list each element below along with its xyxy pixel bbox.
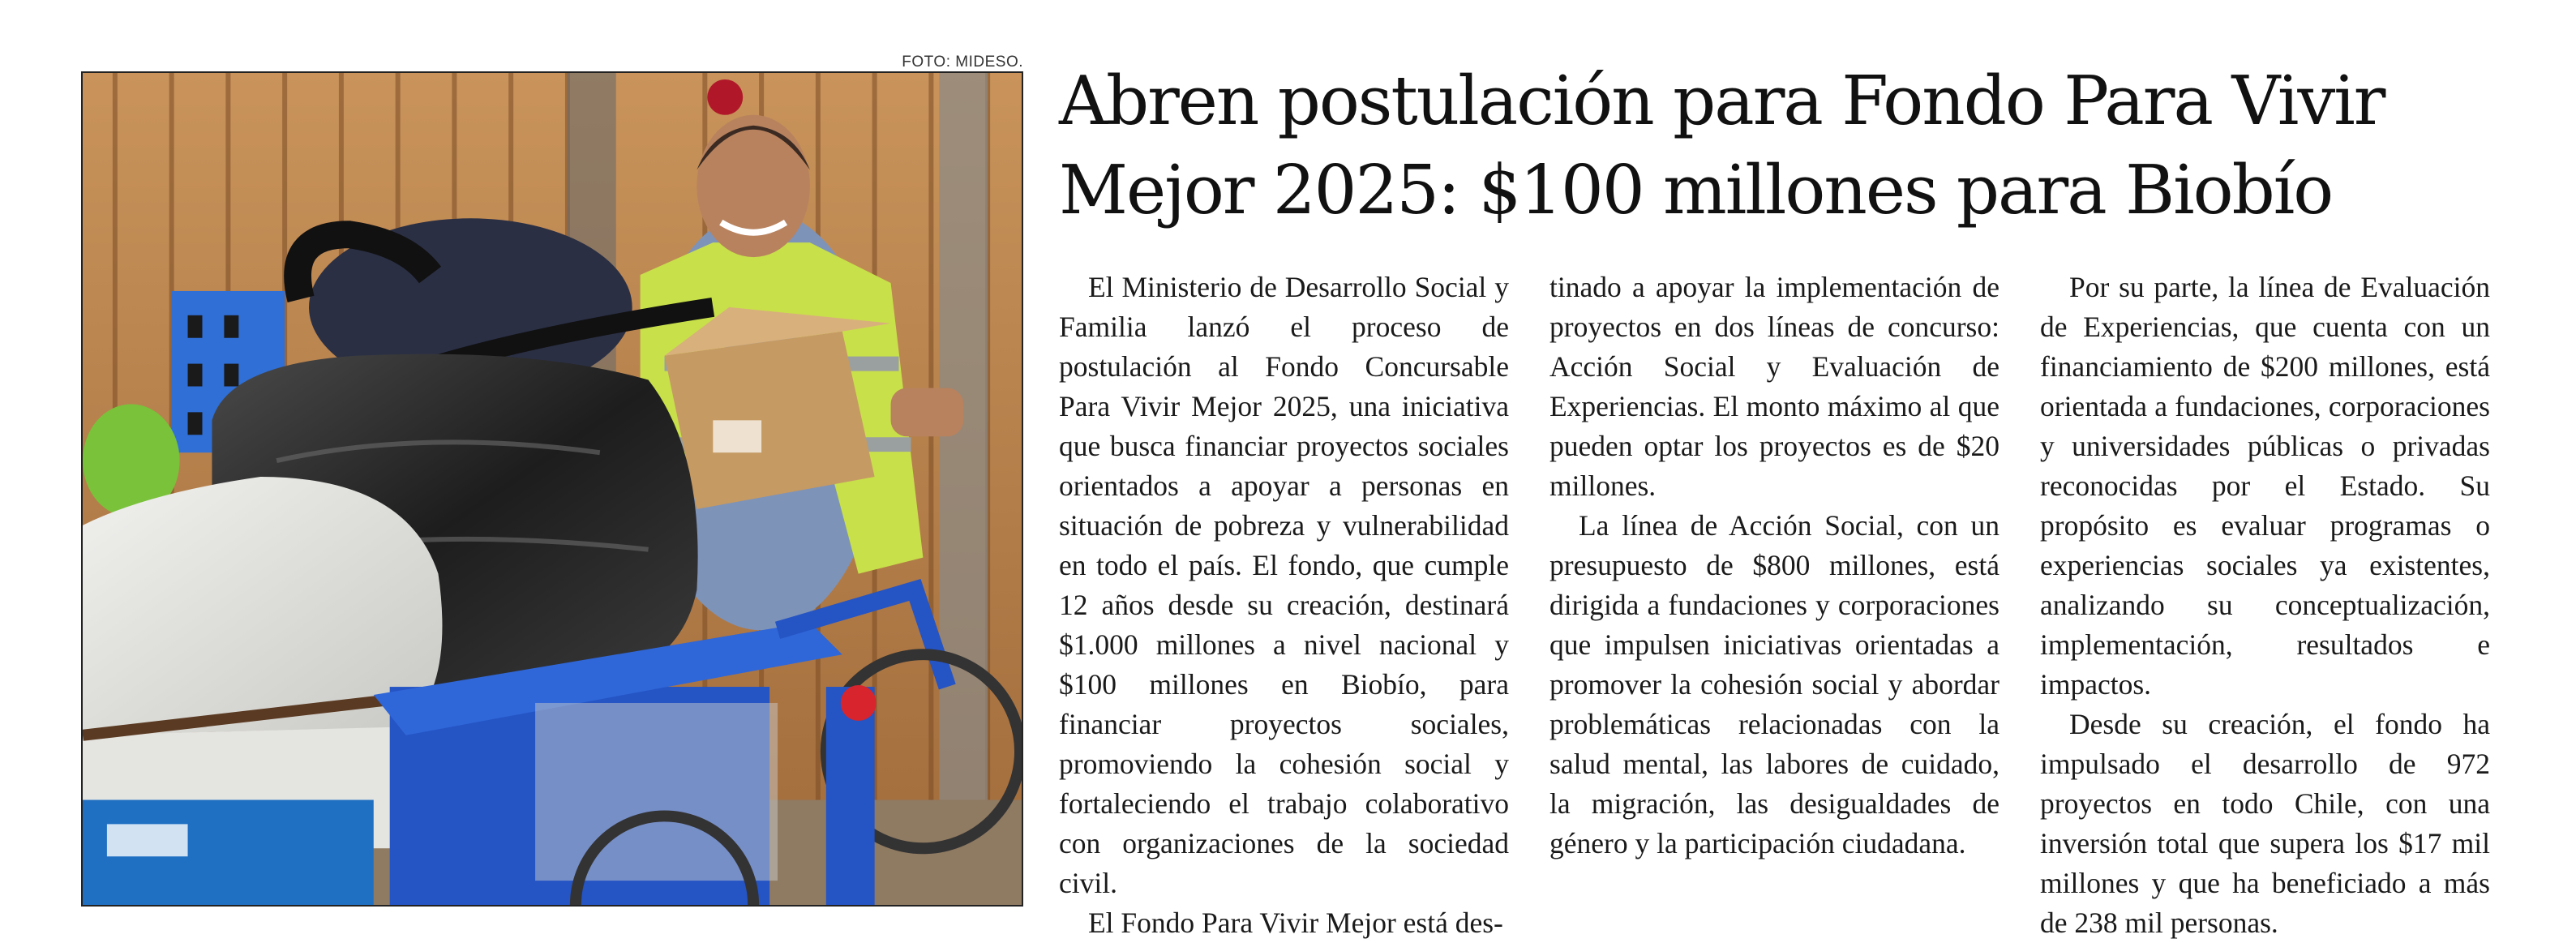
article-body [1059, 268, 2490, 939]
article-headline: Abren postulación para Fondo Para Vivir Mejor 2025: $100 millones para Biobío [1059, 62, 2385, 229]
article-paragraph: El Ministerio de Desarrollo Social y Familia lanzó el proceso de postulación al Fondo Concursable Para Vivir Mejor 2025, una iniciativa que busca financiar proyectos sociales orientados a apoyar a personas en situación de pobreza y vulnerabilidad en todo el país. El fondo, que cumple 12 años desde su creación, destinará $1.000 millones a nivel nacional y $100 millones en Biobío, para financiar proyectos sociales, promoviendo la cohesión social y fortaleciendo el trabajo colaborativo con organizaciones de la sociedad civil. [1059, 271, 1509, 899]
article-column-3 [2040, 268, 2490, 939]
article-paragraph: Por su parte, la línea de Evaluación de Experiencias, que cuenta con un financiamiento de $200 millones, está orientada a fundaciones, corporaciones y universidades públicas o privadas reconocidas por el Estado. Su propósito es evaluar programas o experiencias sociales ya existentes, analizando su conceptualización, implementación, resultados e impactos. [2040, 271, 2490, 701]
article-paragraph: La línea de Acción Social, con un presupuesto de $800 millones, está dirigida a fundaciones y corporaciones que impulsen iniciativas orientadas a promover la cohesión social y abordar problemáticas relacionadas con la salud mental, las labores de cuidado, la migración, las desigualdades de género y la participación ciudadana. [1549, 509, 2000, 859]
article-photo [81, 71, 1023, 907]
article-column-1 [1059, 268, 1509, 939]
article-paragraph: Desde su creación, el fondo ha impulsado el desarrollo de 972 proyectos en todo Chile, con una inversión total que supera los $17 mil millones y que ha beneficiado a más de 238 mil personas. [2040, 708, 2490, 939]
photo-credit: FOTO: MIDESO. [902, 54, 1023, 71]
article-paragraph: tinado a apoyar la implementación de proyectos en dos líneas de concurso: Acción Social y Evaluación de Experiencias. El monto máximo al que pueden optar los proyectos es de $20 millones. [1549, 271, 2000, 502]
article-column-2 [1549, 268, 2000, 908]
article-paragraph: El Fondo Para Vivir Mejor está des- [1088, 907, 1503, 939]
photo-woman-tricycle-illustration [83, 73, 1022, 905]
